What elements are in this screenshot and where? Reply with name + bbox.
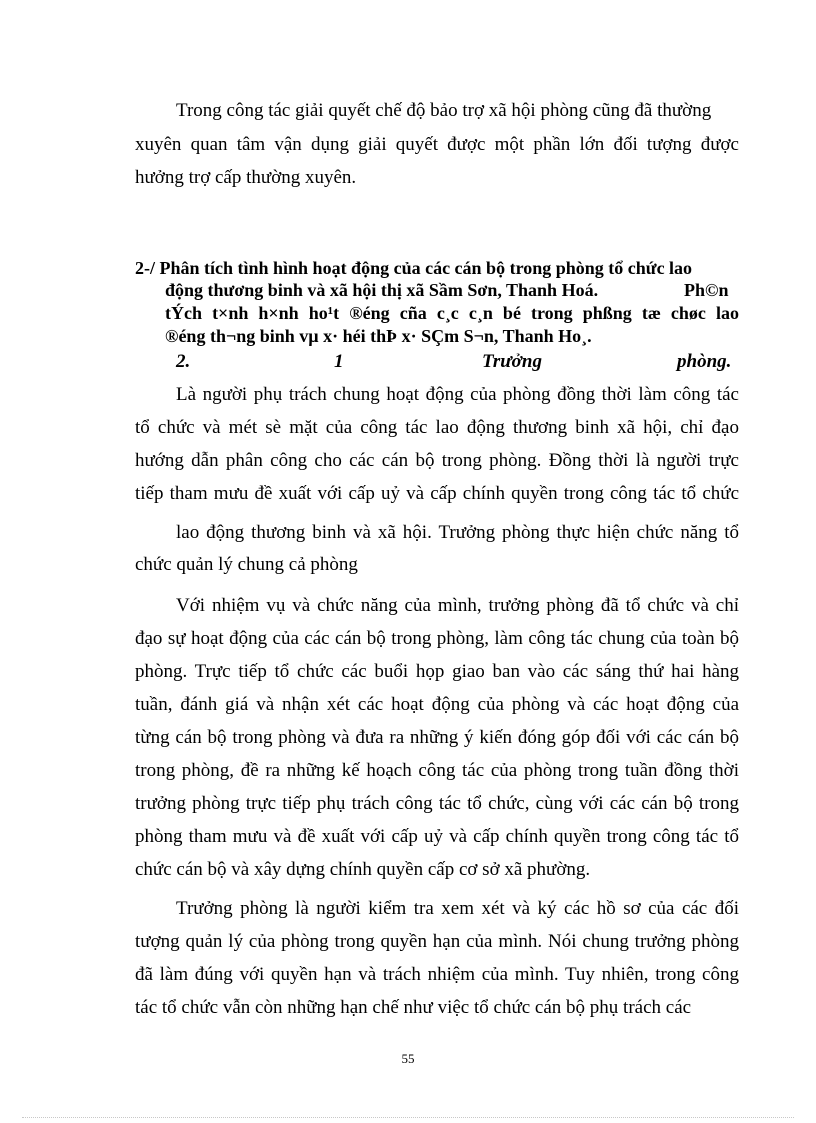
paragraph-1-line-1: Trong công tác giải quyết chế độ bảo trợ xã hội phòng cũng đã thường (176, 100, 712, 121)
paragraph-5-line-1: Trưởng phòng là người kiểm tra xem xét và ký các hồ sơ của các đối (176, 898, 739, 919)
page-bottom-divider (22, 1117, 794, 1118)
paragraph-4-line-4: tuần, đánh giá và nhận xét các hoạt động của phòng và các hoạt động của (135, 694, 739, 715)
paragraph-3-line-2: chức quản lý chung cả phòng (135, 554, 358, 575)
paragraph-4-line-8: phòng tham mưu và đề xuất với cấp uỷ và cấp chính quyền trong công tác tổ (135, 826, 739, 847)
paragraph-2-line-1: Là người phụ trách chung hoạt động của phòng đồng thời làm công tác (176, 384, 739, 405)
paragraph-2-line-2: tổ chức và mét sè mặt của công tác lao động thương binh xã hội, chỉ đạo (135, 417, 739, 438)
paragraph-5-line-3: đã làm đúng với quyền hạn và trách nhiệm của mình. Tuy nhiên, trong công (135, 964, 739, 985)
paragraph-1-line-2-text: xuyên quan tâm vận dụng giải quyết được một phần lớn đối tượng được (135, 134, 739, 155)
heading-line-3: tÝch t×nh h×nh ho¹t ®éng cña c¸c c¸n bé trong phßng tæ chøc lao (165, 303, 739, 323)
subheading-word-1: Trưởng (482, 351, 542, 372)
paragraph-1-line-2 (135, 133, 739, 157)
paragraph-4-line-5: từng cán bộ trong phòng và đưa ra những ý kiến đóng góp đối với các cán bộ (135, 727, 739, 748)
heading-line-2-tail: Ph©n (684, 280, 729, 300)
subheading-number: 2. (176, 351, 191, 372)
page-number: 55 (401, 1051, 415, 1066)
paragraph-4-line-2: đạo sự hoạt động của các cán bộ trong phòng, làm công tác chung của toàn bộ (135, 628, 739, 649)
paragraph-4-line-9: chức cán bộ và xây dựng chính quyền cấp cơ sở xã phường. (135, 859, 591, 880)
paragraph-2-line-3: hướng dẫn phân công cho các cán bộ trong phòng. Đồng thời là người trực (135, 450, 739, 471)
paragraph-4-line-7: trưởng phòng trực tiếp phụ trách công tác tổ chức, cùng với các cán bộ trong (135, 793, 739, 814)
heading-line-1: 2-/ Phân tích tình hình hoạt động của các cán bộ trong phòng tổ chức lao (135, 258, 693, 278)
paragraph-1-line-3: hưởng trợ cấp thường xuyên. (135, 167, 357, 188)
subheading-word-2: phòng. (677, 351, 732, 372)
paragraph-4-line-3: phòng. Trực tiếp tổ chức các buổi họp giao ban vào các sáng thứ hai hàng (135, 661, 739, 682)
subheading-index: 1 (334, 351, 344, 372)
paragraph-4-line-1: Với nhiệm vụ và chức năng của mình, trưởng phòng đã tổ chức và chỉ (176, 595, 739, 616)
heading-line-2: động thương binh và xã hội thị xã Sầm Sơn, Thanh Hoá. (165, 280, 599, 300)
paragraph-3-line-1: lao động thương binh và xã hội. Trưởng phòng thực hiện chức năng tổ (176, 522, 739, 543)
paragraph-5-line-4: tác tổ chức vẫn còn những hạn chế như việc tổ chức cán bộ phụ trách các (135, 997, 692, 1018)
heading-line-4: ®éng th¬ng binh vµ x· héi thÞ x· SÇm S¬n, Thanh Ho¸. (165, 326, 592, 346)
paragraph-5-line-2: tượng quản lý của phòng trong quyền hạn của mình. Nói chung trưởng phòng (135, 931, 739, 952)
paragraph-2-line-4: tiếp tham mưu đề xuất với cấp uỷ và cấp chính quyền trong công tác tổ chức (135, 483, 739, 504)
paragraph-4-line-6: trong phòng, đề ra những kế hoạch công tác của phòng trong tuần đồng thời (135, 760, 739, 781)
